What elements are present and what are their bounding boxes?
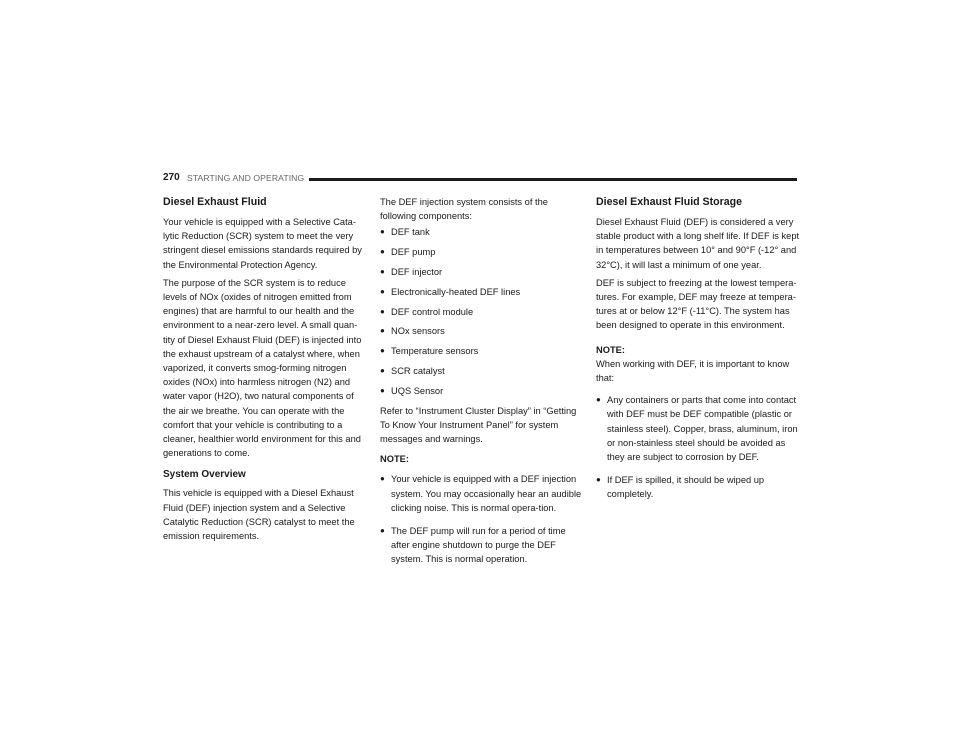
list-item-text: Temperature sensors [391,346,479,357]
bullet-icon: ● [380,267,385,276]
list-item-text: DEF injector [391,267,443,277]
list-item-text: Electronically-heated DEF lines [391,286,521,297]
section-title: STARTING AND OPERATING [187,173,305,183]
paragraph: The DEF injection system consists of the following components: [380,197,548,222]
list-item [380,245,585,259]
paragraph: When working with DEF, it is important to know that: [596,358,790,384]
list-item-text: DEF tank [391,227,430,238]
list-item [380,524,585,567]
bullet-icon: ● [380,306,385,316]
column-right [596,195,801,511]
list-item [380,472,585,515]
list-item [596,393,801,464]
list-item [380,364,585,378]
list-item-text: UQS Sensor [391,385,444,396]
paragraph: Refer to “Instrument Cluster Display” in “Getting To Know Your Instrument Panel” for system messages and warnings. [380,405,577,444]
list-item [380,305,585,319]
bullet-icon: ● [596,475,601,485]
bullet-icon: ● [380,365,385,375]
list-item-text: DEF pump [391,247,436,258]
list-item [380,225,585,239]
bullet-icon: ● [380,286,385,296]
heading-diesel-exhaust-fluid: Diesel Exhaust Fluid [163,196,267,208]
paragraph: This vehicle is equipped with a Diesel Exhaust Fluid (DEF) injection system and a Selective Catalytic Reduction (SCR) catalyst to meet the emission requirements. [163,488,355,542]
bullet-icon: ● [380,326,385,336]
list-item [380,384,585,398]
bullet-icon: ● [380,526,385,535]
paragraph: DEF is subject to freezing at the lowest tempera-tures. For example, DEF may freeze at tempera-tures at or below 12°F (-11°C). The system has been designed to operate in this environment. [596,277,797,331]
paragraph: Your vehicle is equipped with a Selective Cata-lytic Reduction (SCR) system to meet the very stringent diesel emissions standards required by the Environmental Protection Agency. [163,217,362,270]
list-item-text: The DEF pump will run for a period of time after engine shutdown to purge the DEF system. This is normal operation. [391,526,566,565]
list-item [380,285,585,299]
bullet-icon: ● [380,247,385,257]
bullet-icon: ● [380,474,385,484]
note-list [380,472,585,566]
header-rule [309,178,797,181]
list-item-text: DEF control module [391,306,474,317]
heading-system-overview: System Overview [163,469,246,481]
component-list [380,225,585,398]
bullet-icon: ● [380,346,385,356]
list-item-text: If DEF is spilled, it should be wiped up completely. [607,475,765,500]
note-list [596,393,801,501]
bullet-icon: ● [380,385,385,395]
list-item [380,265,585,279]
page-number: 270 [163,172,180,183]
list-item [596,473,801,501]
list-item-text: NOx sensors [391,326,445,337]
note-label: NOTE: [380,454,409,465]
bullet-icon: ● [596,395,601,405]
page-header [163,172,797,188]
list-item-text: SCR catalyst [391,365,445,376]
list-item [380,344,585,358]
list-item-text: Your vehicle is equipped with a DEF injection system. You may occasionally hear an audible clicking noise. This is normal opera-tion. [391,474,582,513]
heading-def-storage: Diesel Exhaust Fluid Storage [596,196,742,208]
note-label: NOTE: [596,344,625,355]
column-left [163,195,368,547]
paragraph: Diesel Exhaust Fluid (DEF) is considered a very stable product with a long shelf life. If DEF is kept in temperatures between 10° and 90°F (-12° and 32°C), it will last a minimum of one year. [596,217,800,270]
list-item [380,324,585,338]
bullet-icon: ● [380,227,385,237]
list-item-text: Any containers or parts that come into contact with DEF must be DEF compatible (plastic or stainless steel). Copper, brass, aluminum, iron or non-stainless steel should be avoided as they are subject to corrosion by DEF. [607,395,798,463]
column-middle [380,195,585,576]
paragraph: The purpose of the SCR system is to reduce levels of NOx (oxides of nitrogen emitted from engines) that are harmful to our health and the environment to a near-zero level. A small quan-tity of Diesel Exhaust Fluid (DEF) is injected into the exhaust upstream of a catalyst where, when vaporized, it converts smog-forming nitrogen oxides (NOx) into harmless nitrogen (N2) and water vapor (H2O), two natural components of the air we breathe. You can operate with the comfort that your vehicle is contributing to a cleaner, healthier world environment for this and generations to come. [163,277,362,459]
